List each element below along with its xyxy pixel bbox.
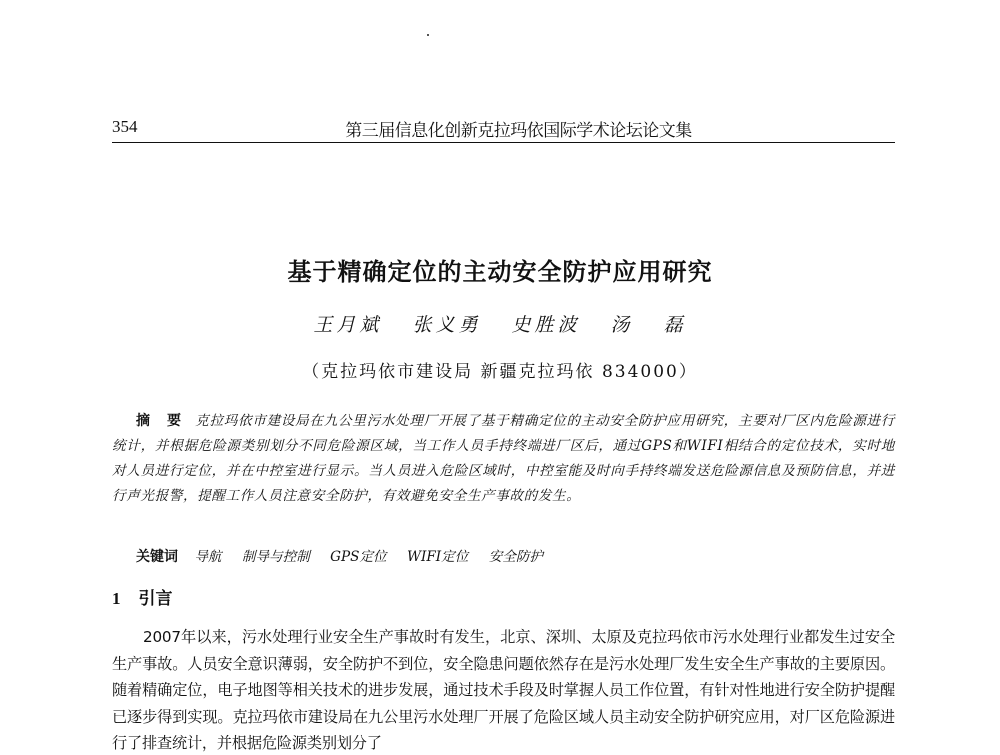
paper-title: 基于精确定位的主动安全防护应用研究 xyxy=(287,258,713,286)
keyword-item: 制导与控制 xyxy=(241,549,310,565)
abstract-text: 克拉玛依市建设局在九公里污水处理厂开展了基于精确定位的主动安全防护应用研究，主要对厂区内危险源进行统计，并根据危险源类别划分不同危险源区域，当工作人员手持终端进厂区后，通过GPS和WIFI相结合的定位技术，实时地对人员进行定位，并在中控室进行显示。当人员进入危险区域时，中控室能及时向手持终端发送危险源信息及预防信息，并进行声光报警，提醒工作人员注意安全防护，有效避免安全生产事故的发生。 xyxy=(112,413,895,504)
keyword-item: 安全防护 xyxy=(488,549,544,565)
section-number: 1 xyxy=(112,589,121,608)
keyword-item: WIFI定位 xyxy=(406,549,469,565)
abstract-block xyxy=(112,409,895,509)
page-number: 354 xyxy=(112,117,138,136)
paper-authors: 王月斌 张义勇 史胜波 汤 磊 xyxy=(313,314,687,336)
section-title: 引言 xyxy=(138,589,173,609)
keywords-block xyxy=(112,545,895,570)
keywords-label: 关键词 xyxy=(136,549,178,565)
abstract-label: 摘 要 xyxy=(136,413,188,429)
section-heading xyxy=(112,584,173,609)
keyword-item: 导航 xyxy=(194,549,222,565)
running-head-title: 第三届信息化创新克拉玛依国际学术论坛论文集 xyxy=(345,121,692,141)
scan-speck xyxy=(427,34,429,36)
paper-affiliation: （克拉玛依市建设局 新疆克拉玛依 834000） xyxy=(302,362,698,382)
keyword-item: GPS定位 xyxy=(330,549,387,565)
body-paragraph: 2007年以来，污水处理行业安全生产事故时有发生，北京、深圳、太原及克拉玛依市污水处理行业都发生过安全生产事故。人员安全意识薄弱，安全防护不到位，安全隐患问题依然存在是污水处理厂发生安全生产事故的主要原因。随着精确定位，电子地图等相关技术的进步发展，通过技术手段及时掌握人员工作位置，有针对性地进行安全防护提醒已逐步得到实现。克拉玛依市建设局在九公里污水处理厂开展了危险区域人员主动安全防护研究应用，对厂区危险源进行了排查统计，并根据危险源类别划分了 xyxy=(112,628,895,752)
running-header xyxy=(112,113,895,141)
header-rule xyxy=(112,142,895,143)
